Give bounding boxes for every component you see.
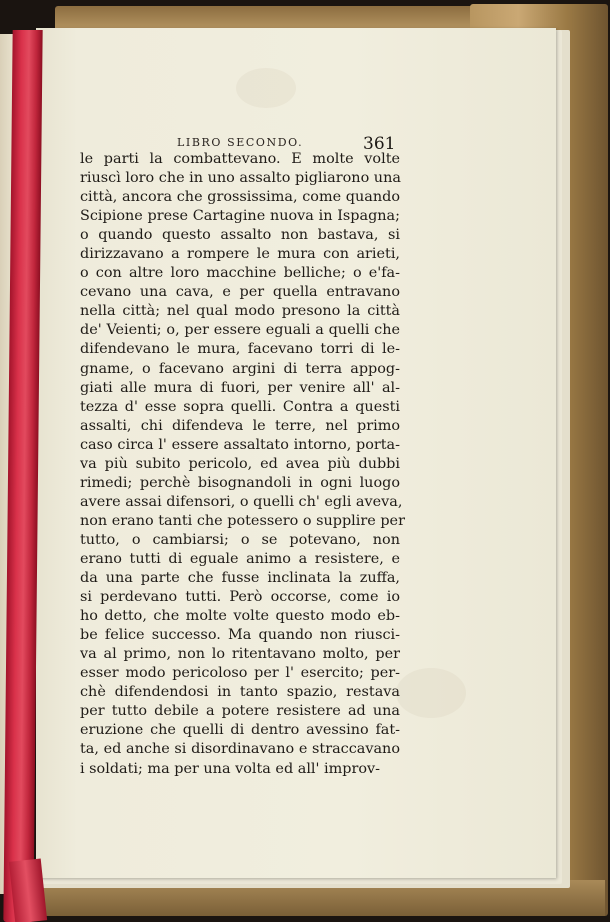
text-line: assalti, chi difendeva le terre, nel primo (80, 417, 400, 434)
text-line: va più subito pericolo, ed avea più dubbi (80, 455, 400, 472)
paper-stain (396, 668, 466, 718)
text-line: caso circa l' essere assaltato intorno, porta- (80, 436, 400, 453)
text-line: avere assai difensori, o quelli ch' egli aveva, (80, 493, 403, 510)
text-line: va al primo, non lo ritentavano molto, per (80, 646, 400, 663)
text-line: da una parte che fusse inclinata la zuffa, (80, 570, 400, 587)
page-number: 361 (363, 134, 396, 154)
running-title: LIBRO SECONDO. (177, 136, 304, 149)
text-line: esser modo pericoloso per l' esercito; per- (80, 665, 400, 682)
text-line: riuscì loro che in uno assalto pigliarono una (80, 170, 401, 187)
text-line: de' Veienti; o, per essere eguali a quelli che (80, 322, 400, 339)
text-line: tezza d' esse sopra quelli. Contra a questi (80, 398, 400, 415)
text-line: i soldati; ma per una volta ed all' improv- (80, 760, 381, 777)
text-line: non erano tanti che potessero o supplire per (80, 512, 405, 529)
paper-stain (236, 68, 296, 108)
body-text (80, 150, 405, 779)
text-line: difendevano le mura, facevano torri di le- (80, 341, 400, 358)
text-line: gname, o facevano argini di terra appog- (80, 360, 400, 377)
text-line: chè difendendosi in tanto spazio, restava (80, 684, 400, 701)
text-line: erano tutti di eguale animo a resistere, e (80, 550, 400, 567)
text-line: le parti la combattevano. E molte volte (80, 151, 400, 167)
text-line: tutto, o cambiarsi; o se potevano, non (80, 531, 400, 548)
text-line: dirizzavano a rompere le mura con arieti, (80, 246, 400, 263)
ribbon-bookmark-end (9, 858, 47, 922)
text-line: città, ancora che grossissima, come quando (80, 189, 400, 206)
text-line: rimedi; perchè bisognandoli in ogni luogo (80, 474, 400, 491)
text-line: Scipione prese Cartagine nuova in Ispagna; (80, 208, 400, 225)
text-line: cevano una cava, e per quella entravano (80, 284, 400, 301)
text-line: o con altre loro macchine belliche; o e'fa- (80, 265, 400, 282)
text-line: ta, ed anche si disordinavano e straccavano (80, 741, 400, 758)
text-line: eruzione che quelli di dentro avessino fat- (80, 722, 400, 739)
text-line: giati alle mura di fuori, per venire all' al- (80, 379, 400, 396)
text-line: be felice successo. Ma quando non riusci- (80, 627, 400, 644)
text-line: nella città; nel qual modo presono la città (80, 303, 400, 320)
text-line: si perdevano tutti. Però occorse, come io (80, 589, 400, 606)
text-line: per tutto debile a potere resistere ad una (80, 703, 400, 720)
text-line: ho detto, che molte volte questo modo eb- (80, 608, 400, 625)
text-line: o quando questo assalto non bastava, si (80, 227, 400, 244)
